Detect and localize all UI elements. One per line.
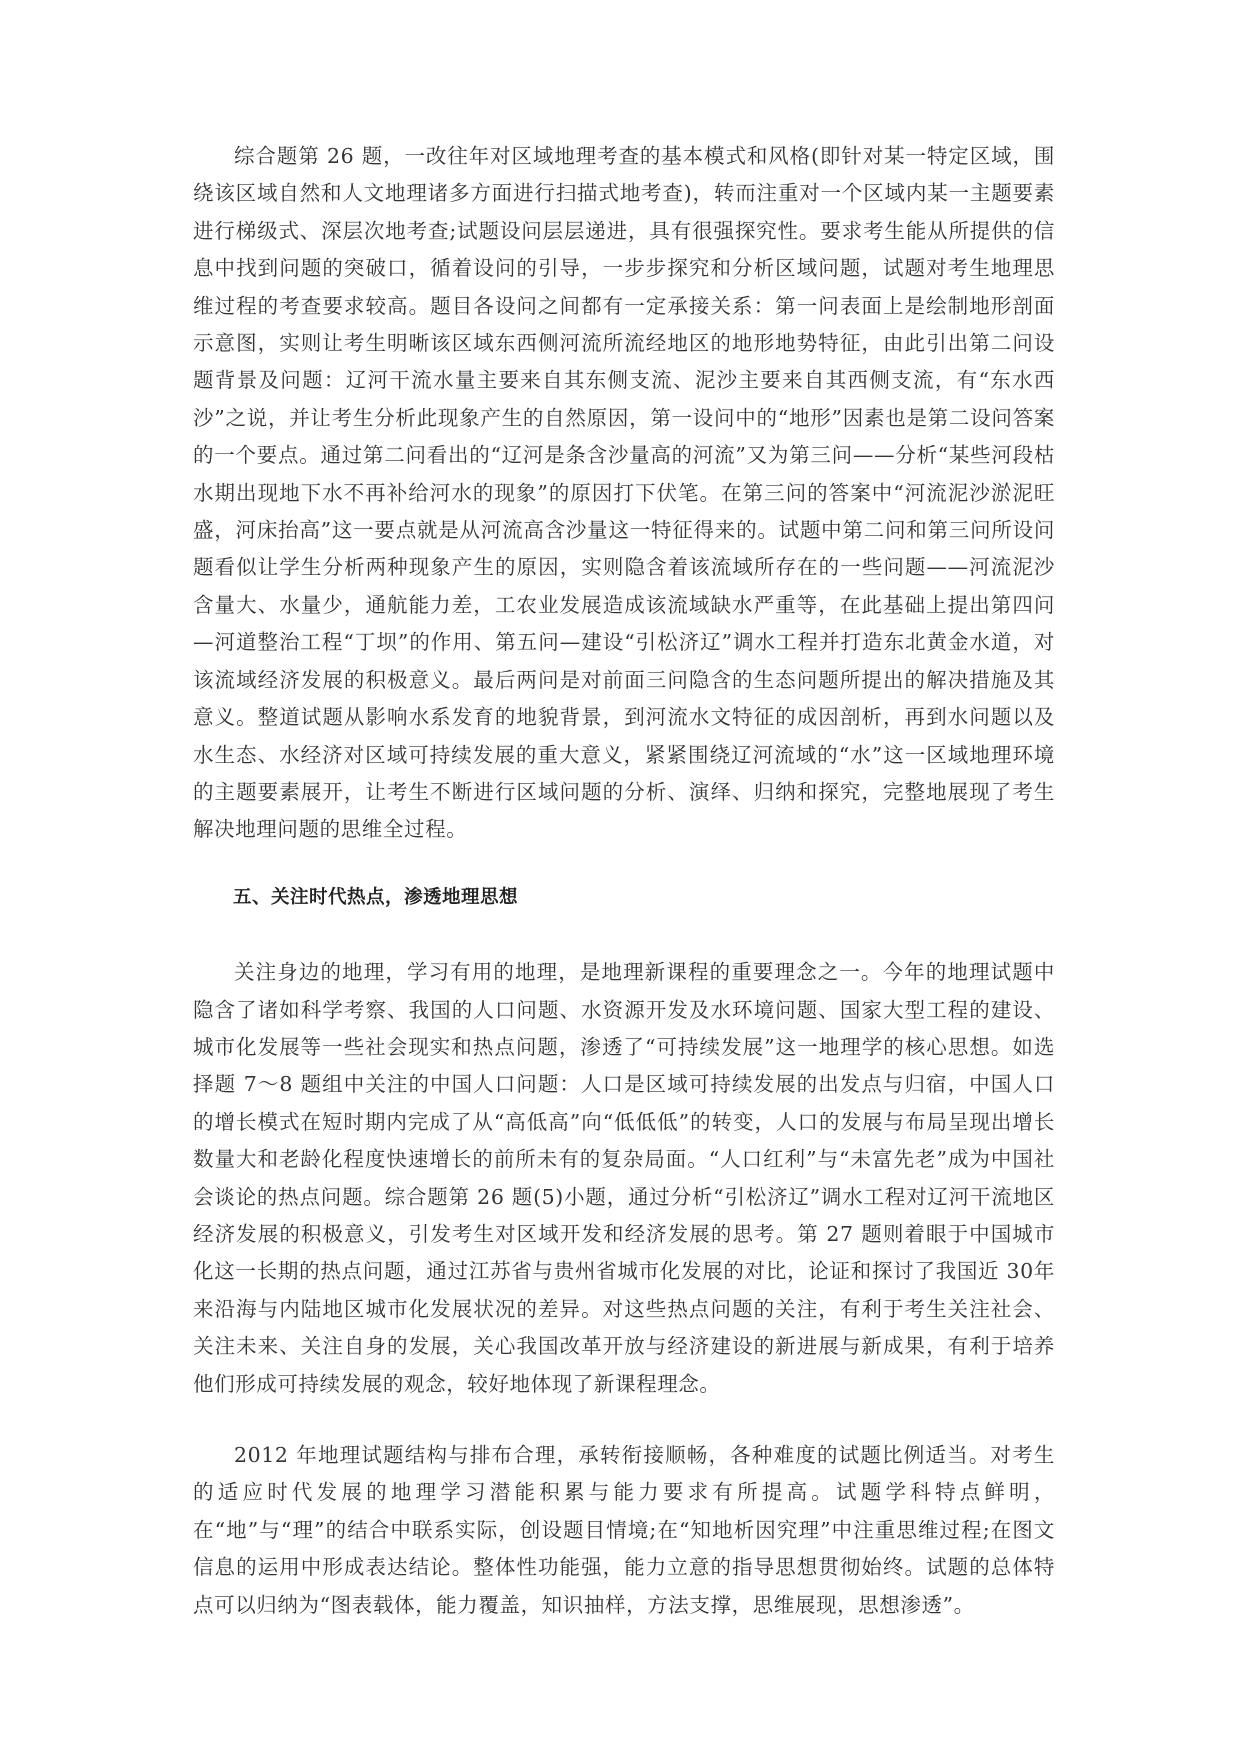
paragraph-hot-topics: 关注身边的地理，学习有用的地理，是地理新课程的重要理念之一。今年的地理试题中隐含了诸如科学考察、我国的人口问题、水资源开发及水环境问题、国家大型工程的建设、城市化发展等一些社会现实和热点问题，渗透了“可持续发展”这一地理学的核心思想。如选择题 7～8 题组中关注的中国人口问题：人口是区域可持续发展的出发点与归宿，中国人口的增长模式在短时期内完成了从“高低高”向“低低低”的转变，人口的发展与布局呈现出增长数量大和老龄化程度快速增长的前所未有的复杂局面。“人口红利”与“未富先老”成为中国社会谈论的热点问题。综合题第 26 题(5)小题，通过分析“引松济辽”调水工程对辽河干流地区经济发展的积极意义，引发考生对区域开发和经济发展的思考。第 27 题则着眼于中国城市化这一长期的热点问题，通过江苏省与贵州省城市化发展的对比，论证和探讨了我国近 30年来沿海与内陆地区城市化发展状况的差异。对这些热点问题的关注，有利于考生关注社会、关注未来、关注自身的发展，关心我国改革开放与经济建设的新进展与新成果，有利于培养他们形成可持续发展的观念，较好地体现了新课程理念。 xyxy=(193,960,1055,1396)
document-page xyxy=(193,138,1055,1624)
paragraph-summary-2012: 2012 年地理试题结构与排布合理，承转衔接顺畅，各种难度的试题比例适当。对考生的适应时代发展的地理学习潜能积累与能力要求有所提高。试题学科特点鲜明，在“地”与“理”的结合中联系实际，创设题目情境;在“知地析因究理”中注重思维过程;在图文信息的运用中形成表达结论。整体性功能强，能力立意的指导思想贯彻始终。试题的总体特点可以归纳为“图表载体，能力覆盖，知识抽样，方法支撑，思维展现，思想渗透”。 xyxy=(193,1443,1055,1617)
section-heading: 五、关注时代热点，渗透地理思想 xyxy=(233,886,519,908)
spacer xyxy=(193,849,1055,879)
spacer xyxy=(193,916,1055,954)
paragraph-comprehensive-question-26: 综合题第 26 题，一改往年对区域地理考查的基本模式和风格(即针对某一特定区域，围绕该区域自然和人文地理诸多方面进行扫描式地考查)，转而注重对一个区域内某一主题要素进行梯级式、深层次地考查;试题设问层层递进，具有很强探究性。要求考生能从所提供的信息中找到问题的突破口，循着设问的引导，一步步探究和分析区域问题，试题对考生地理思维过程的考查要求较高。题目各设问之间都有一定承接关系：第一问表面上是绘制地形剖面示意图，实则让考生明晰该区域东西侧河流所流经地区的地形地势特征，由此引出第二问设题背景及问题：辽河干流水量主要来自其东侧支流、泥沙主要来自其西侧支流，有“东水西沙”之说，并让考生分析此现象产生的自然原因，第一设问中的“地形”因素也是第二设问答案的一个要点。通过第二问看出的“辽河是条含沙量高的河流”又为第三问——分析“某些河段枯水期出现地下水不再补给河水的现象”的原因打下伏笔。在第三问的答案中“河流泥沙淤泥旺盛，河床抬高”这一要点就是从河流高含沙量这一特征得来的。试题中第二问和第三问所设问题看似让学生分析两种现象产生的原因，实则隐含着该流域所存在的一些问题——河流泥沙含量大、水量少，通航能力差，工农业发展造成该流域缺水严重等，在此基础上提出第四问—河道整治工程“丁坝”的作用、第五问—建设“引松济辽”调水工程并打造东北黄金水道，对该流域经济发展的积极意义。最后两问是对前面三问隐含的生态问题所提出的解决措施及其意义。整道试题从影响水系发育的地貌背景，到河流水文特征的成因剖析，再到水问题以及水生态、水经济对区域可持续发展的重大意义，紧紧围绕辽河流域的“水”这一区域地理环境的主题要素展开，让考生不断进行区域问题的分析、演绎、归纳和探究，完整地展现了考生解决地理问题的思维全过程。 xyxy=(193,144,1055,842)
spacer xyxy=(193,1403,1055,1437)
